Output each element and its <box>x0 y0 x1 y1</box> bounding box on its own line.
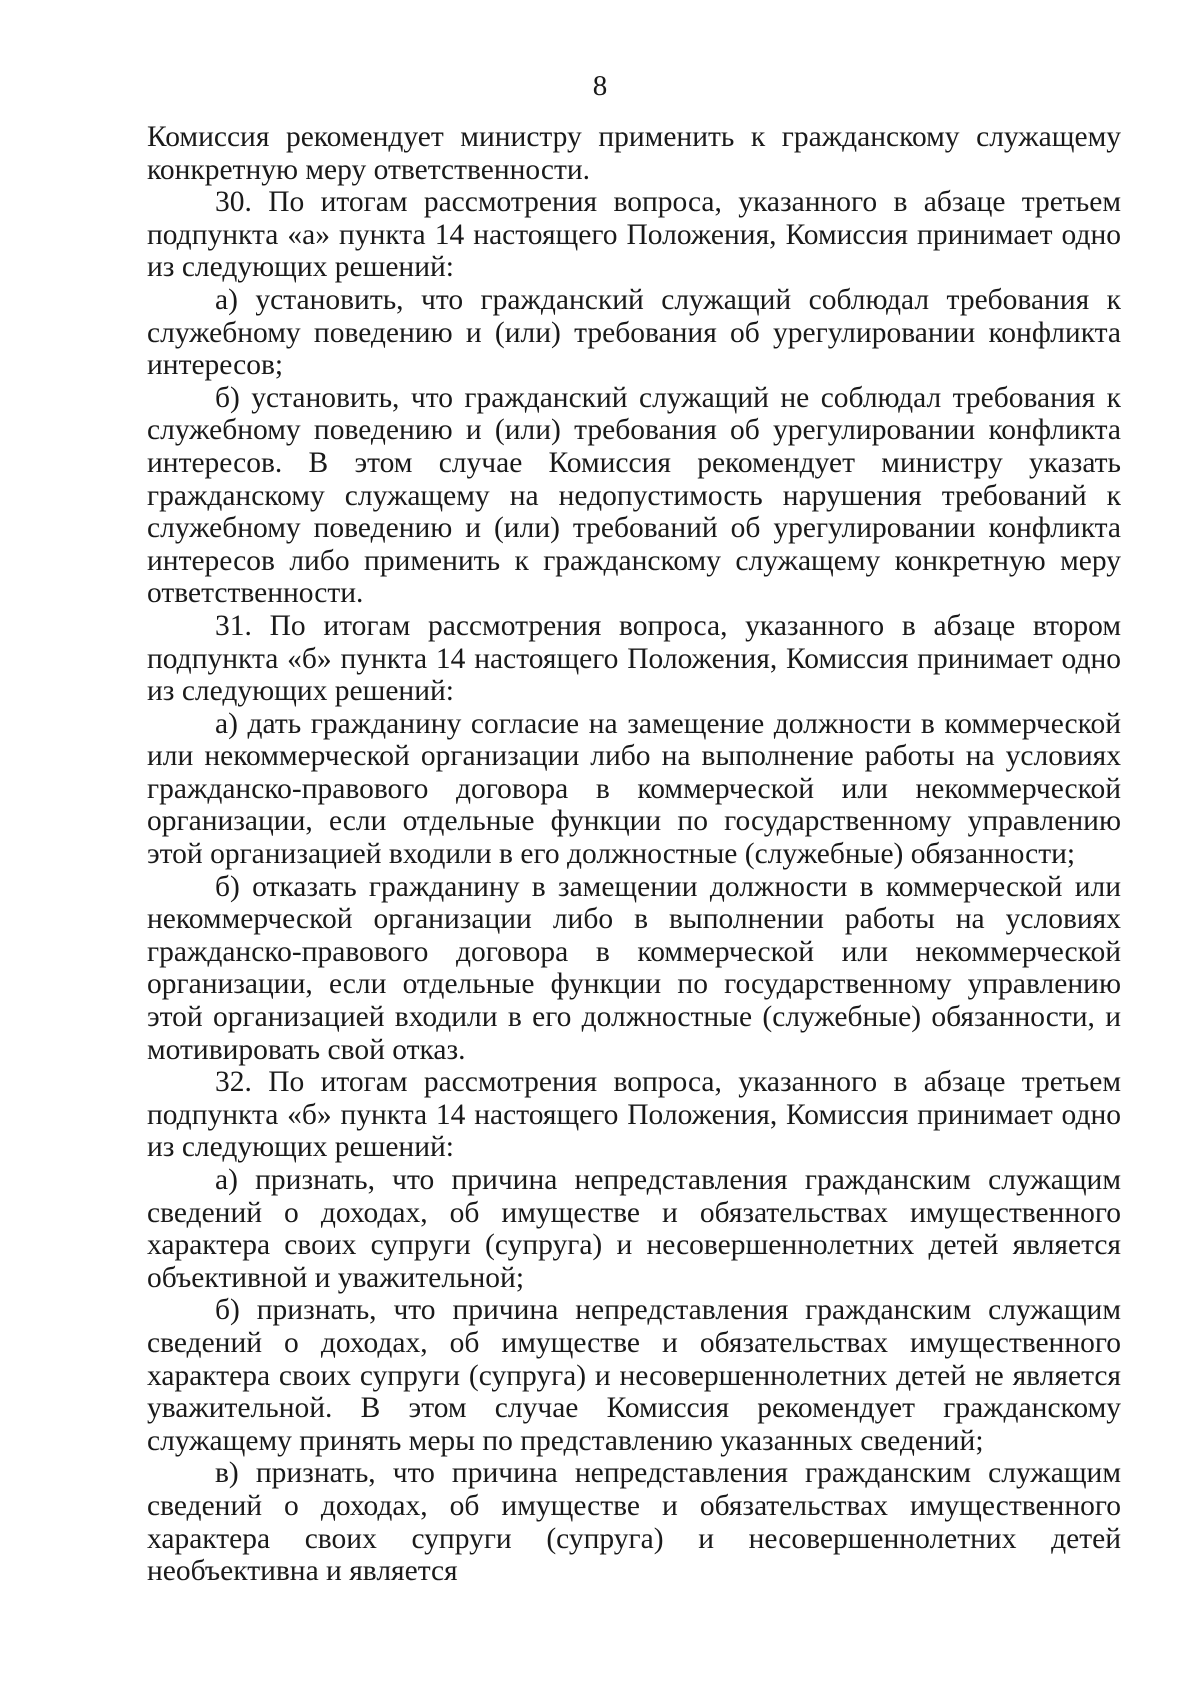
paragraph-continuation: Комиссия рекомендует министру применить к гражданскому служащему конкретную меру ответственности. <box>147 121 1121 186</box>
paragraph-item-31-b: б) отказать гражданину в замещении должности в коммерческой или некоммерческой организации либо в выполнении работы на условиях гражданско-правового договора в коммерческой или некоммерческой организации, если отдельные функции по государственному управлению этой организацией входили в его должностные (служебные) обязанности, и мотивировать свой отказ. <box>147 870 1121 1066</box>
paragraph-item-31: 31. По итогам рассмотрения вопроса, указанного в абзаце втором подпункта «б» пункта 14 настоящего Положения, Комиссия принимает одно из следующих решений: <box>147 609 1121 708</box>
paragraph-item-32-v: в) признать, что причина непредставления гражданским служащим сведений о доходах, об имуществе и обязательствах имущественного характера своих супруги (супруга) и несовершеннолетних детей необъективна и является <box>147 1457 1121 1588</box>
document-body <box>147 121 1121 1588</box>
page-number: 8 <box>592 70 608 102</box>
paragraph-item-32: 32. По итогам рассмотрения вопроса, указанного в абзаце третьем подпункта «б» пункта 14 настоящего Положения, Комиссия принимает одно из следующих решений: <box>147 1066 1121 1164</box>
paragraph-item-31-a: а) дать гражданину согласие на замещение должности в коммерческой или некоммерческой организации либо на выполнение работы на условиях гражданско-правового договора в коммерческой или некоммерческой организации, если отдельные функции по государственному управлению этой организацией входили в его должностные (служебные) обязанности; <box>147 707 1121 871</box>
paragraph-item-32-b: б) признать, что причина непредставления гражданским служащим сведений о доходах, об имуществе и обязательствах имущественного характера своих супруги (супруга) и несовершеннолетних детей не является уважительной. В этом случае Комиссия рекомендует гражданскому служащему принять меры по представлению указанных сведений; <box>147 1294 1121 1457</box>
paragraph-item-30-a: а) установить, что гражданский служащий соблюдал требования к служебному поведению и (или) требования об урегулировании конфликта интересов; <box>147 283 1121 382</box>
paragraph-item-30: 30. По итогам рассмотрения вопроса, указанного в абзаце третьем подпункта «а» пункта 14 настоящего Положения, Комиссия принимает одно из следующих решений: <box>147 186 1121 284</box>
paragraph-item-30-b: б) установить, что гражданский служащий не соблюдал требования к служебному поведению и (или) требования об урегулировании конфликта интересов. В этом случае Комиссия рекомендует министру указать гражданскому служащему на недопустимость нарушения требований к служебному поведению и (или) требований об урегулировании конфликта интересов либо применить к гражданскому служащему конкретную меру ответственности. <box>147 381 1121 610</box>
paragraph-item-32-a: а) признать, что причина непредставления гражданским служащим сведений о доходах, об имуществе и обязательствах имущественного характера своих супруги (супруга) и несовершеннолетних детей является объективной и уважительной; <box>147 1164 1121 1294</box>
